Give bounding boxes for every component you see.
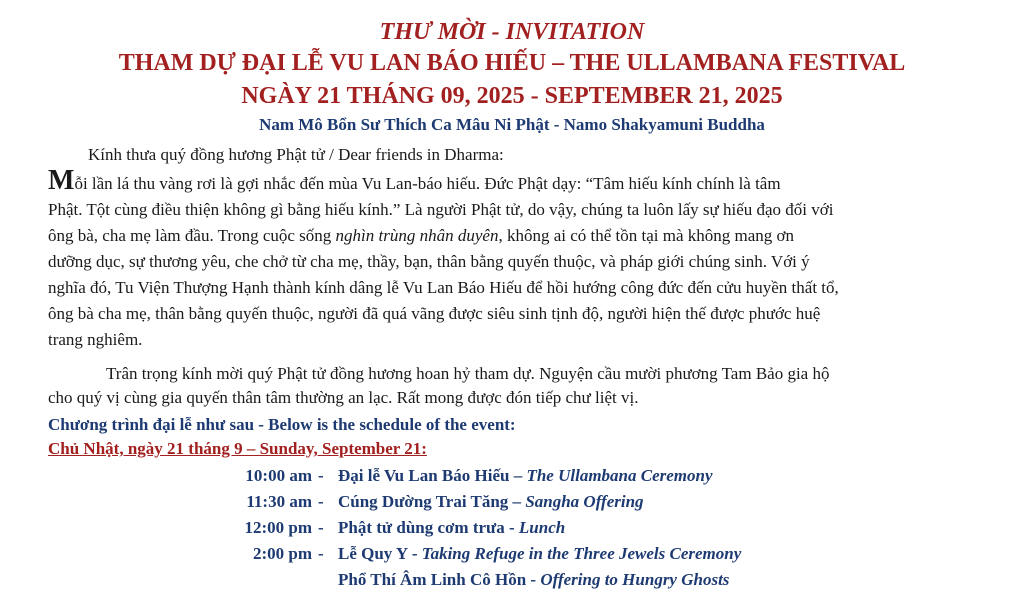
schedule-vi: Lễ Quy Y - [338, 544, 422, 563]
paragraph-1-italic-phrase: nghìn trùng nhân duyên [335, 226, 499, 245]
schedule-vi: Cúng Dường Trai Tăng – [338, 492, 526, 511]
festival-title: THAM DỰ ĐẠI LỄ VU LAN BÁO HIẾU – THE ULLAMBANA FESTIVAL [118, 50, 906, 76]
schedule-time: 2:00 pm [252, 544, 312, 563]
schedule-en: Sangha Offering [525, 492, 644, 511]
schedule-item [0, 463, 1024, 489]
schedule-time: 11:30 am [246, 492, 312, 511]
schedule-description [338, 515, 565, 541]
paragraph-2-line-2: cho quý vị cùng gia quyến thân tâm thường an lạc. Rất mong được đón tiếp chư liệt vị. [48, 388, 639, 407]
schedule-time: 12:00 pm [244, 518, 312, 537]
paragraph-1-line-3-text: ông bà, cha mẹ làm đầu. Trong cuộc sống [48, 226, 332, 245]
paragraph-1-line-1-text: ỗi lần lá thu vàng rơi là gợi nhắc đến mùa Vu Lan-báo hiếu. Đức Phật dạy: “Tâm hiếu kính chính là tâm [74, 174, 781, 193]
schedule-description [338, 567, 729, 593]
schedule-date: Chủ Nhật, ngày 21 tháng 9 – Sunday, September 21: [48, 439, 427, 458]
paragraph-1-line-4: dưỡng dục, sự thương yêu, che chở từ cha mẹ, thầy, bạn, thân bằng quyến thuộc, và pháp giới chúng sinh. Với ý [48, 252, 810, 271]
paragraph-1 [48, 165, 978, 353]
schedule-separator: - [318, 518, 324, 537]
paragraph-1-line-6: ông bà cha mẹ, thân bằng quyến thuộc, người đã quá vãng được siêu sinh tịnh độ, người hiện thế được phước huệ [48, 304, 821, 323]
schedule-en: Offering to Hungry Ghosts [540, 570, 730, 589]
paragraph-1-line-3 [48, 223, 978, 249]
drop-cap: M [48, 165, 75, 196]
schedule-vi: Đại lễ Vu Lan Báo Hiếu – [338, 466, 527, 485]
schedule-en: Lunch [518, 518, 566, 537]
paragraph-2-line-1: Trân trọng kính mời quý Phật tử đồng hương hoan hỷ tham dự. Nguyện cầu mười phương Tam Bảo gia hộ [106, 364, 830, 383]
paragraph-1-line-3-after: , không ai có thể tồn tại mà không mang ơn [498, 226, 795, 245]
buddha-invocation: Nam Mô Bổn Sư Thích Ca Mâu Ni Phật - Namo Shakyamuni Buddha [259, 115, 765, 134]
paragraph-1-line-2: Phật. Tột cùng điều thiện không gì bằng hiếu kính.” Là người Phật tử, do vậy, chúng ta luôn lấy sự hiếu đạo đối với [48, 200, 834, 219]
schedule-time: 10:00 am [245, 466, 312, 485]
event-date-title: NGÀY 21 THÁNG 09, 2025 - SEPTEMBER 21, 2025 [241, 83, 783, 109]
paragraph-2 [48, 362, 978, 410]
schedule-list [0, 463, 1024, 593]
schedule-vi: Phật tử dùng cơm trưa - [338, 518, 519, 537]
schedule-item [0, 541, 1024, 567]
schedule-en: The Ullambana Ceremony [526, 466, 713, 485]
schedule-item [0, 489, 1024, 515]
schedule-vi: Phổ Thí Âm Linh Cô Hồn - [338, 570, 541, 589]
schedule-description [338, 463, 713, 489]
paragraph-1-line-1 [48, 165, 978, 197]
invitation-title: THƯ MỜI - INVITATION [379, 19, 645, 45]
schedule-item [0, 515, 1024, 541]
schedule-separator: - [318, 492, 324, 511]
schedule-en: Taking Refuge in the Three Jewels Ceremony [421, 544, 742, 563]
paragraph-1-line-7: trang nghiêm. [48, 330, 143, 349]
schedule-item [0, 567, 1024, 593]
paragraph-1-line-5: nghĩa đó, Tu Viện Thượng Hạnh thành kính dâng lễ Vu Lan Báo Hiếu để hồi hướng công đức đến cửu huyền thất tổ, [48, 278, 839, 297]
schedule-separator: - [318, 544, 324, 563]
greeting: Kính thưa quý đồng hương Phật tử / Dear friends in Dharma: [88, 145, 504, 164]
schedule-heading: Chương trình đại lễ như sau - Below is the schedule of the event: [48, 415, 516, 434]
schedule-separator: - [318, 466, 324, 485]
schedule-description [338, 541, 741, 567]
schedule-description [338, 489, 644, 515]
